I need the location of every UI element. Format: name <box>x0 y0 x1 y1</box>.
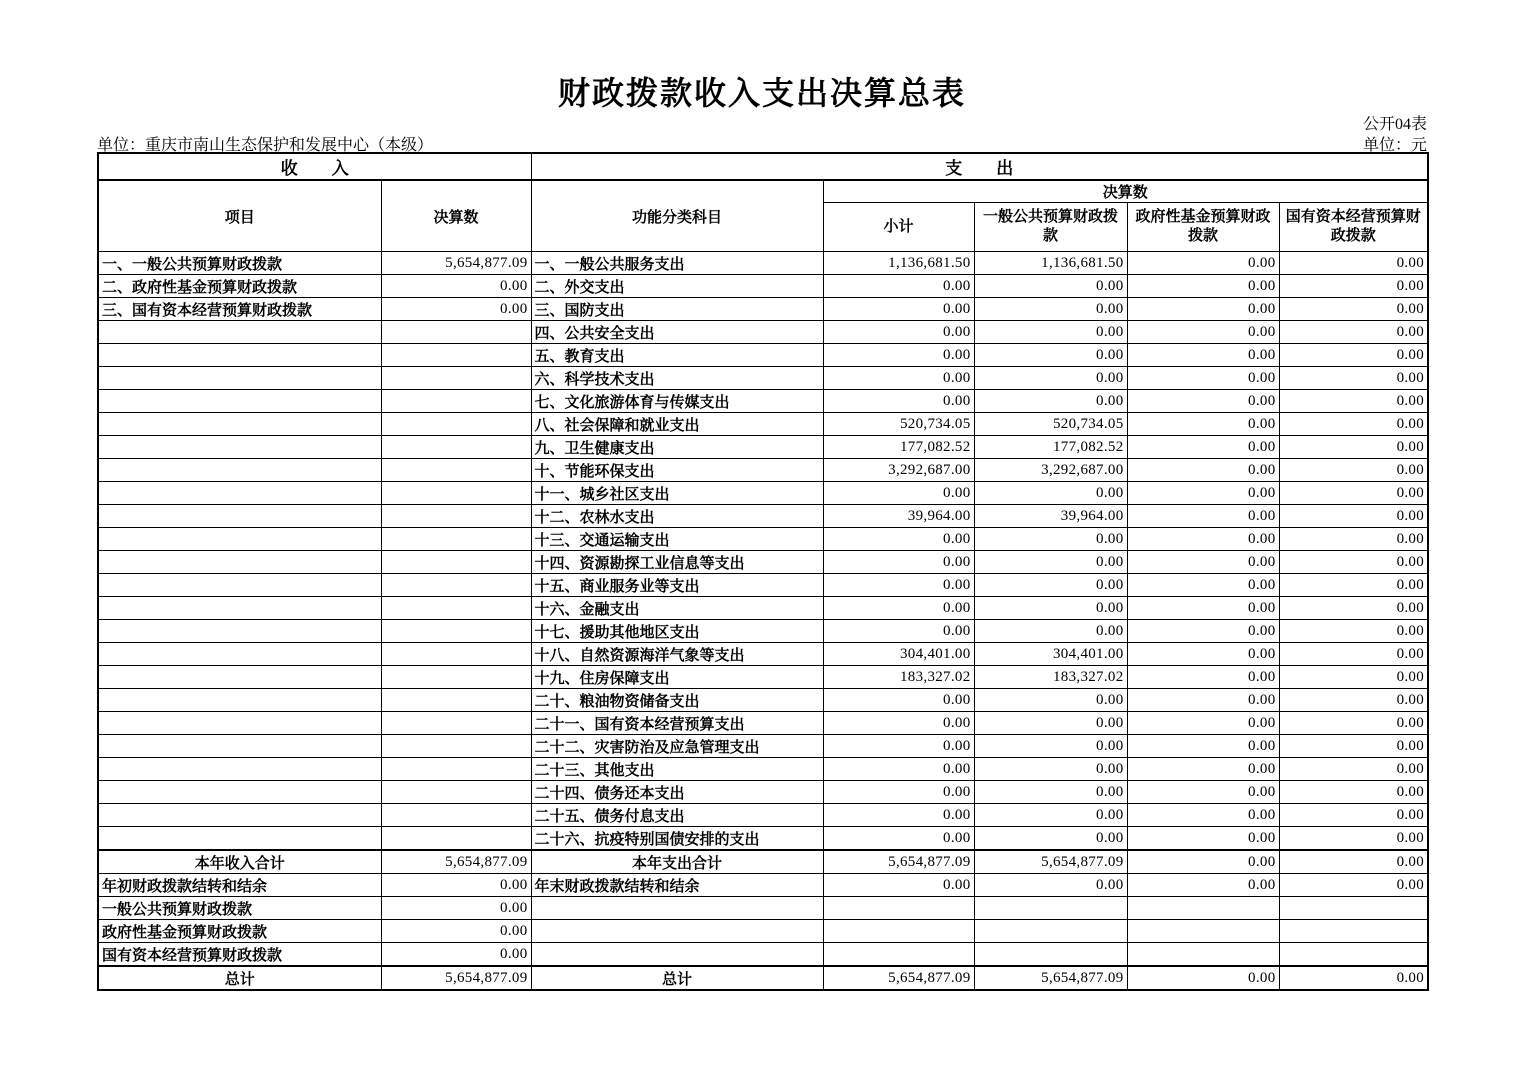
gov-fund-cell: 0.00 <box>1127 666 1279 689</box>
state-capital-cell: 0.00 <box>1279 505 1428 528</box>
state-capital-cell: 0.00 <box>1279 252 1428 275</box>
income-item-cell: 二、政府性基金预算财政拨款 <box>98 275 381 298</box>
summary-row <box>98 920 1428 943</box>
summary-gov-fund-cell: 0.00 <box>1127 874 1279 897</box>
summary-state-capital-cell: 0.00 <box>1279 966 1428 990</box>
gov-fund-cell: 0.00 <box>1127 275 1279 298</box>
expenditure-item-cell: 二十二、灾害防治及应急管理支出 <box>531 735 823 758</box>
summary-subtotal-cell <box>823 943 974 967</box>
income-item-cell: 三、国有资本经营预算财政拨款 <box>98 298 381 321</box>
expenditure-item-cell: 十九、住房保障支出 <box>531 666 823 689</box>
summary-general-budget-cell <box>974 897 1127 920</box>
income-amount-cell <box>381 620 531 643</box>
subtotal-cell: 0.00 <box>823 321 974 344</box>
table-row <box>98 620 1428 643</box>
table-row <box>98 344 1428 367</box>
expenditure-item-cell: 一、一般公共服务支出 <box>531 252 823 275</box>
income-item-cell <box>98 620 381 643</box>
gov-fund-cell: 0.00 <box>1127 597 1279 620</box>
state-capital-cell: 0.00 <box>1279 827 1428 851</box>
general-budget-cell: 0.00 <box>974 390 1127 413</box>
income-item-cell <box>98 482 381 505</box>
expenditure-item-cell: 六、科学技术支出 <box>531 367 823 390</box>
table-row <box>98 735 1428 758</box>
income-item-cell <box>98 574 381 597</box>
gov-fund-cell: 0.00 <box>1127 505 1279 528</box>
gov-fund-cell: 0.00 <box>1127 344 1279 367</box>
summary-subtotal-cell <box>823 920 974 943</box>
column-header-gov-fund-budget: 政府性基金预算财政拨款 <box>1127 203 1279 252</box>
column-header-row-1 <box>98 180 1428 203</box>
gov-fund-cell: 0.00 <box>1127 390 1279 413</box>
income-amount-cell <box>381 643 531 666</box>
income-item-cell <box>98 528 381 551</box>
income-item-cell <box>98 781 381 804</box>
gov-fund-cell: 0.00 <box>1127 413 1279 436</box>
page-title: 财政拨款收入支出决算总表 <box>557 75 966 111</box>
column-header-state-capital-budget: 国有资本经营预算财政拨款 <box>1279 203 1428 252</box>
subtotal-cell: 0.00 <box>823 574 974 597</box>
income-item-cell <box>98 459 381 482</box>
summary-row <box>98 897 1428 920</box>
table-row <box>98 574 1428 597</box>
state-capital-cell: 0.00 <box>1279 482 1428 505</box>
expenditure-summary-label-cell: 年末财政拨款结转和结余 <box>531 874 823 897</box>
income-summary-label-cell: 年初财政拨款结转和结余 <box>98 874 381 897</box>
income-amount-cell <box>381 804 531 827</box>
state-capital-cell: 0.00 <box>1279 781 1428 804</box>
table-row <box>98 804 1428 827</box>
subtotal-cell: 0.00 <box>823 758 974 781</box>
summary-row <box>98 966 1428 990</box>
summary-gov-fund-cell <box>1127 920 1279 943</box>
gov-fund-cell: 0.00 <box>1127 321 1279 344</box>
expenditure-summary-label-cell: 总计 <box>531 966 823 990</box>
income-amount-cell <box>381 712 531 735</box>
expenditure-item-cell: 十五、商业服务业等支出 <box>531 574 823 597</box>
subtotal-cell: 0.00 <box>823 344 974 367</box>
summary-state-capital-cell <box>1279 897 1428 920</box>
table-row <box>98 643 1428 666</box>
subtotal-cell: 0.00 <box>823 781 974 804</box>
summary-gov-fund-cell: 0.00 <box>1127 850 1279 874</box>
table-row <box>98 459 1428 482</box>
table-row <box>98 321 1428 344</box>
expenditure-item-cell: 十七、援助其他地区支出 <box>531 620 823 643</box>
org-unit-label: 单位：重庆市南山生态保护和发展中心（本级） <box>97 137 434 154</box>
gov-fund-cell: 0.00 <box>1127 781 1279 804</box>
table-row <box>98 827 1428 851</box>
subtotal-cell: 183,327.02 <box>823 666 974 689</box>
income-amount-cell <box>381 827 531 851</box>
currency-unit-label: 单位：元 <box>1362 137 1427 154</box>
general-budget-cell: 1,136,681.50 <box>974 252 1127 275</box>
table-row <box>98 597 1428 620</box>
income-amount-cell <box>381 574 531 597</box>
state-capital-cell: 0.00 <box>1279 689 1428 712</box>
summary-general-budget-cell <box>974 920 1127 943</box>
income-amount-cell <box>381 735 531 758</box>
subtotal-cell: 0.00 <box>823 597 974 620</box>
income-summary-label-cell: 总计 <box>98 966 381 990</box>
gov-fund-cell: 0.00 <box>1127 436 1279 459</box>
income-summary-amount-cell: 5,654,877.09 <box>381 966 531 990</box>
income-summary-amount-cell: 0.00 <box>381 897 531 920</box>
gov-fund-cell: 0.00 <box>1127 367 1279 390</box>
general-budget-cell: 0.00 <box>974 275 1127 298</box>
gov-fund-cell: 0.00 <box>1127 298 1279 321</box>
general-budget-cell: 0.00 <box>974 620 1127 643</box>
state-capital-cell: 0.00 <box>1279 459 1428 482</box>
general-budget-cell: 0.00 <box>974 712 1127 735</box>
expenditure-item-cell: 二十一、国有资本经营预算支出 <box>531 712 823 735</box>
income-summary-label-cell: 本年收入合计 <box>98 850 381 874</box>
general-budget-cell: 0.00 <box>974 735 1127 758</box>
gov-fund-cell: 0.00 <box>1127 804 1279 827</box>
income-amount-cell <box>381 758 531 781</box>
summary-state-capital-cell <box>1279 920 1428 943</box>
expenditure-item-cell: 十四、资源勘探工业信息等支出 <box>531 551 823 574</box>
table-row <box>98 252 1428 275</box>
expenditure-item-cell: 四、公共安全支出 <box>531 321 823 344</box>
income-item-cell <box>98 551 381 574</box>
table-body <box>98 252 1428 851</box>
summary-general-budget-cell: 5,654,877.09 <box>974 850 1127 874</box>
expenditure-summary-label-cell <box>531 943 823 967</box>
general-budget-cell: 177,082.52 <box>974 436 1127 459</box>
state-capital-cell: 0.00 <box>1279 597 1428 620</box>
general-budget-cell: 0.00 <box>974 298 1127 321</box>
summary-state-capital-cell: 0.00 <box>1279 850 1428 874</box>
general-budget-cell: 0.00 <box>974 321 1127 344</box>
income-item-cell <box>98 804 381 827</box>
subtotal-cell: 0.00 <box>823 551 974 574</box>
subtotal-cell: 0.00 <box>823 367 974 390</box>
income-amount-cell <box>381 344 531 367</box>
general-budget-cell: 183,327.02 <box>974 666 1127 689</box>
income-item-cell <box>98 735 381 758</box>
summary-subtotal-cell: 5,654,877.09 <box>823 850 974 874</box>
state-capital-cell: 0.00 <box>1279 620 1428 643</box>
income-item-cell <box>98 758 381 781</box>
table-row <box>98 482 1428 505</box>
income-item-cell <box>98 827 381 851</box>
expenditure-item-cell: 七、文化旅游体育与传媒支出 <box>531 390 823 413</box>
summary-state-capital-cell <box>1279 943 1428 967</box>
expenditure-item-cell: 五、教育支出 <box>531 344 823 367</box>
state-capital-cell: 0.00 <box>1279 712 1428 735</box>
gov-fund-cell: 0.00 <box>1127 735 1279 758</box>
table-row <box>98 689 1428 712</box>
expenditure-item-cell: 二十四、债务还本支出 <box>531 781 823 804</box>
income-item-cell: 一、一般公共预算财政拨款 <box>98 252 381 275</box>
subtotal-cell: 0.00 <box>823 689 974 712</box>
expenditure-summary-label-cell <box>531 897 823 920</box>
section-header-row <box>98 153 1428 180</box>
summary-subtotal-cell: 5,654,877.09 <box>823 966 974 990</box>
expenditure-summary-label-cell <box>531 920 823 943</box>
income-item-cell <box>98 321 381 344</box>
expenditure-section-header: 支 出 <box>531 153 1428 180</box>
gov-fund-cell: 0.00 <box>1127 482 1279 505</box>
income-summary-amount-cell: 0.00 <box>381 943 531 967</box>
summary-general-budget-cell: 0.00 <box>974 874 1127 897</box>
column-header-subtotal: 小计 <box>823 203 974 252</box>
table-row <box>98 712 1428 735</box>
general-budget-cell: 520,734.05 <box>974 413 1127 436</box>
expenditure-item-cell: 九、卫生健康支出 <box>531 436 823 459</box>
income-amount-cell <box>381 459 531 482</box>
state-capital-cell: 0.00 <box>1279 643 1428 666</box>
table-row <box>98 505 1428 528</box>
income-item-cell <box>98 666 381 689</box>
general-budget-cell: 0.00 <box>974 574 1127 597</box>
state-capital-cell: 0.00 <box>1279 367 1428 390</box>
summary-general-budget-cell: 5,654,877.09 <box>974 966 1127 990</box>
income-item-cell <box>98 597 381 620</box>
table-row <box>98 528 1428 551</box>
general-budget-cell: 0.00 <box>974 367 1127 390</box>
general-budget-cell: 0.00 <box>974 804 1127 827</box>
gov-fund-cell: 0.00 <box>1127 459 1279 482</box>
expenditure-item-cell: 二、外交支出 <box>531 275 823 298</box>
gov-fund-cell: 0.00 <box>1127 643 1279 666</box>
income-amount-cell: 5,654,877.09 <box>381 252 531 275</box>
subtotal-cell: 0.00 <box>823 390 974 413</box>
state-capital-cell: 0.00 <box>1279 735 1428 758</box>
income-amount-cell <box>381 781 531 804</box>
expenditure-item-cell: 十、节能环保支出 <box>531 459 823 482</box>
state-capital-cell: 0.00 <box>1279 574 1428 597</box>
income-summary-amount-cell: 0.00 <box>381 874 531 897</box>
general-budget-cell: 0.00 <box>974 781 1127 804</box>
income-item-cell <box>98 413 381 436</box>
table-summary-body <box>98 850 1428 990</box>
income-amount-cell <box>381 482 531 505</box>
summary-gov-fund-cell <box>1127 943 1279 967</box>
general-budget-cell: 0.00 <box>974 827 1127 851</box>
income-amount-cell: 0.00 <box>381 275 531 298</box>
summary-subtotal-cell <box>823 897 974 920</box>
expenditure-summary-label-cell: 本年支出合计 <box>531 850 823 874</box>
subtotal-cell: 0.00 <box>823 298 974 321</box>
income-item-cell <box>98 344 381 367</box>
general-budget-cell: 0.00 <box>974 597 1127 620</box>
subtotal-cell: 0.00 <box>823 735 974 758</box>
income-summary-label-cell: 政府性基金预算财政拨款 <box>98 920 381 943</box>
table-row <box>98 551 1428 574</box>
expenditure-item-cell: 三、国防支出 <box>531 298 823 321</box>
table-row <box>98 390 1428 413</box>
subtotal-cell: 39,964.00 <box>823 505 974 528</box>
summary-row <box>98 850 1428 874</box>
table-row <box>98 413 1428 436</box>
summary-subtotal-cell: 0.00 <box>823 874 974 897</box>
column-header-final-amount: 决算数 <box>381 180 531 252</box>
income-amount-cell <box>381 321 531 344</box>
general-budget-cell: 0.00 <box>974 344 1127 367</box>
state-capital-cell: 0.00 <box>1279 321 1428 344</box>
income-item-cell <box>98 390 381 413</box>
summary-row <box>98 943 1428 967</box>
column-header-item: 项目 <box>98 180 381 252</box>
income-section-header: 收 入 <box>98 153 531 180</box>
subtotal-cell: 177,082.52 <box>823 436 974 459</box>
table-row <box>98 275 1428 298</box>
state-capital-cell: 0.00 <box>1279 390 1428 413</box>
gov-fund-cell: 0.00 <box>1127 712 1279 735</box>
summary-gov-fund-cell: 0.00 <box>1127 966 1279 990</box>
gov-fund-cell: 0.00 <box>1127 758 1279 781</box>
column-header-general-public-budget: 一般公共预算财政拨款 <box>974 203 1127 252</box>
summary-row <box>98 874 1428 897</box>
general-budget-cell: 0.00 <box>974 689 1127 712</box>
subtotal-cell: 0.00 <box>823 712 974 735</box>
expenditure-item-cell: 二十五、债务付息支出 <box>531 804 823 827</box>
income-summary-amount-cell: 0.00 <box>381 920 531 943</box>
income-summary-label-cell: 一般公共预算财政拨款 <box>98 897 381 920</box>
income-summary-label-cell: 国有资本经营预算财政拨款 <box>98 943 381 967</box>
income-amount-cell <box>381 505 531 528</box>
general-budget-cell: 3,292,687.00 <box>974 459 1127 482</box>
gov-fund-cell: 0.00 <box>1127 528 1279 551</box>
subtotal-cell: 0.00 <box>823 275 974 298</box>
subtotal-cell: 3,292,687.00 <box>823 459 974 482</box>
income-item-cell <box>98 436 381 459</box>
state-capital-cell: 0.00 <box>1279 528 1428 551</box>
state-capital-cell: 0.00 <box>1279 344 1428 367</box>
state-capital-cell: 0.00 <box>1279 551 1428 574</box>
subtotal-cell: 0.00 <box>823 482 974 505</box>
income-amount-cell <box>381 597 531 620</box>
subtotal-cell: 520,734.05 <box>823 413 974 436</box>
state-capital-cell: 0.00 <box>1279 804 1428 827</box>
summary-general-budget-cell <box>974 943 1127 967</box>
state-capital-cell: 0.00 <box>1279 275 1428 298</box>
table-row <box>98 781 1428 804</box>
general-budget-cell: 0.00 <box>974 482 1127 505</box>
expenditure-item-cell: 二十、粮油物资储备支出 <box>531 689 823 712</box>
income-summary-amount-cell: 5,654,877.09 <box>381 850 531 874</box>
expenditure-item-cell: 十二、农林水支出 <box>531 505 823 528</box>
income-amount-cell: 0.00 <box>381 298 531 321</box>
state-capital-cell: 0.00 <box>1279 758 1428 781</box>
income-amount-cell <box>381 551 531 574</box>
state-capital-cell: 0.00 <box>1279 436 1428 459</box>
gov-fund-cell: 0.00 <box>1127 551 1279 574</box>
summary-state-capital-cell: 0.00 <box>1279 874 1428 897</box>
general-budget-cell: 39,964.00 <box>974 505 1127 528</box>
state-capital-cell: 0.00 <box>1279 413 1428 436</box>
income-item-cell <box>98 712 381 735</box>
table-row <box>98 436 1428 459</box>
income-amount-cell <box>381 528 531 551</box>
income-amount-cell <box>381 390 531 413</box>
summary-gov-fund-cell <box>1127 897 1279 920</box>
gov-fund-cell: 0.00 <box>1127 574 1279 597</box>
income-amount-cell <box>381 436 531 459</box>
table-row <box>98 666 1428 689</box>
gov-fund-cell: 0.00 <box>1127 620 1279 643</box>
expenditure-item-cell: 二十六、抗疫特别国债安排的支出 <box>531 827 823 851</box>
expenditure-item-cell: 二十三、其他支出 <box>531 758 823 781</box>
table-row <box>98 758 1428 781</box>
subtotal-cell: 1,136,681.50 <box>823 252 974 275</box>
table-row <box>98 298 1428 321</box>
income-item-cell <box>98 643 381 666</box>
subtotal-cell: 0.00 <box>823 528 974 551</box>
general-budget-cell: 304,401.00 <box>974 643 1127 666</box>
gov-fund-cell: 0.00 <box>1127 252 1279 275</box>
general-budget-cell: 0.00 <box>974 758 1127 781</box>
expenditure-item-cell: 十八、自然资源海洋气象等支出 <box>531 643 823 666</box>
income-amount-cell <box>381 689 531 712</box>
column-header-function-subject: 功能分类科目 <box>531 180 823 252</box>
state-capital-cell: 0.00 <box>1279 298 1428 321</box>
income-amount-cell <box>381 666 531 689</box>
income-amount-cell <box>381 413 531 436</box>
income-item-cell <box>98 505 381 528</box>
expenditure-item-cell: 十一、城乡社区支出 <box>531 482 823 505</box>
expenditure-item-cell: 八、社会保障和就业支出 <box>531 413 823 436</box>
fiscal-appropriation-table <box>97 152 1429 991</box>
subtotal-cell: 0.00 <box>823 620 974 643</box>
form-code-label: 公开04表 <box>1362 116 1427 133</box>
subtotal-cell: 0.00 <box>823 804 974 827</box>
income-amount-cell <box>381 367 531 390</box>
table-row <box>98 367 1428 390</box>
state-capital-cell: 0.00 <box>1279 666 1428 689</box>
income-item-cell <box>98 689 381 712</box>
subtotal-cell: 0.00 <box>823 827 974 851</box>
expenditure-item-cell: 十六、金融支出 <box>531 597 823 620</box>
income-item-cell <box>98 367 381 390</box>
column-header-final-amount-group: 决算数 <box>823 180 1428 203</box>
general-budget-cell: 0.00 <box>974 551 1127 574</box>
gov-fund-cell: 0.00 <box>1127 689 1279 712</box>
subtotal-cell: 304,401.00 <box>823 643 974 666</box>
expenditure-item-cell: 十三、交通运输支出 <box>531 528 823 551</box>
general-budget-cell: 0.00 <box>974 528 1127 551</box>
gov-fund-cell: 0.00 <box>1127 827 1279 851</box>
